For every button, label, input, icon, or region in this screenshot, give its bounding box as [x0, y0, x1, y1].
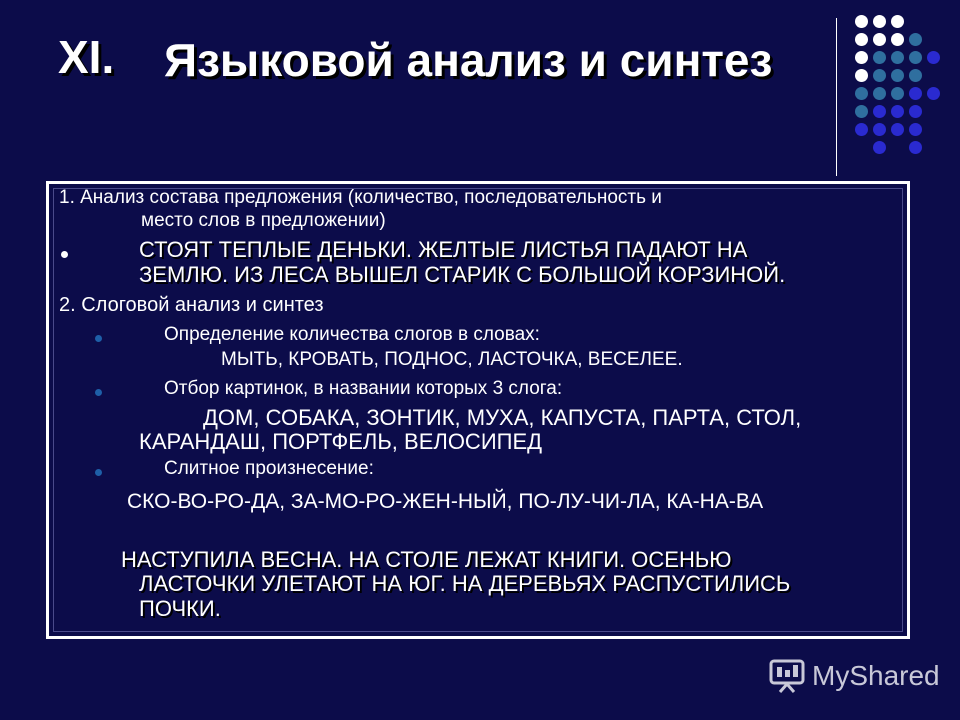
dot — [909, 51, 922, 64]
dot — [891, 15, 904, 28]
dot — [909, 123, 922, 136]
section2-item3-words: СКО-ВО-РО-ДА, ЗА-МО-РО-ЖЕН-НЫЙ, ПО-ЛУ-ЧИ-ЛА, КА-НА-ВА — [127, 490, 764, 513]
section1-example-line2: ЗЕМЛЮ. ИЗ ЛЕСА ВЫШЕЛ СТАРИК С БОЛЬШОЙ КОРЗИНОЙ. — [139, 262, 786, 287]
section2-item1-words: МЫТЬ, КРОВАТЬ, ПОДНОС, ЛАСТОЧКА, ВЕСЕЛЕЕ. — [221, 349, 683, 370]
section2-item2-label: Отбор картинок, в названии которых 3 слога: — [164, 378, 563, 399]
slide-number: XI. — [58, 31, 115, 83]
dot — [873, 87, 886, 100]
dot — [909, 69, 922, 82]
dot — [909, 141, 922, 154]
section2-sentence-line2: ЛАСТОЧКИ УЛЕТАЮТ НА ЮГ. НА ДЕРЕВЬЯХ РАСПУСТИЛИСЬ — [139, 571, 791, 596]
dot — [891, 33, 904, 46]
section2-heading: 2. Слоговой анализ и синтез — [59, 294, 324, 316]
dot — [873, 141, 886, 154]
dot — [855, 123, 868, 136]
dot — [891, 69, 904, 82]
dot — [891, 51, 904, 64]
section2-sentence-line3: ПОЧКИ. — [139, 596, 221, 621]
section1-heading-line2: место слов в предложении) — [141, 210, 386, 231]
dot — [873, 105, 886, 118]
dot — [855, 15, 868, 28]
slide-title: Языковой анализ и синтез — [164, 34, 773, 86]
bullet-icon — [95, 469, 102, 476]
section2-item1-label: Определение количества слогов в словах: — [164, 324, 540, 345]
dot — [891, 105, 904, 118]
dot — [891, 123, 904, 136]
dot — [855, 33, 868, 46]
dot — [873, 15, 886, 28]
bullet-icon — [61, 251, 68, 258]
dot — [891, 87, 904, 100]
dot — [855, 87, 868, 100]
myshared-logo-icon — [768, 658, 806, 694]
watermark — [768, 656, 940, 696]
dot — [873, 69, 886, 82]
section2-item3-label: Слитное произнесение: — [164, 458, 374, 479]
dot — [927, 51, 940, 64]
dot — [909, 105, 922, 118]
section2-item2-words-line1: ДОМ, СОБАКА, ЗОНТИК, МУХА, КАПУСТА, ПАРТА, СТОЛ, — [203, 405, 802, 430]
bullet-icon — [95, 335, 102, 342]
dot — [855, 69, 868, 82]
dot — [855, 51, 868, 64]
dot — [909, 33, 922, 46]
dot — [909, 87, 922, 100]
dot — [873, 51, 886, 64]
watermark-text: MyShared — [812, 660, 940, 691]
section2-sentence-line1: НАСТУПИЛА ВЕСНА. НА СТОЛЕ ЛЕЖАТ КНИГИ. ОСЕНЬЮ — [121, 547, 732, 572]
bullet-icon — [95, 389, 102, 396]
dot — [855, 105, 868, 118]
dot — [873, 33, 886, 46]
section2-item2-words-line2: КАРАНДАШ, ПОРТФЕЛЬ, ВЕЛОСИПЕД — [139, 429, 543, 454]
section1-example-line1: СТОЯТ ТЕПЛЫЕ ДЕНЬКИ. ЖЕЛТЫЕ ЛИСТЬЯ ПАДАЮТ НА — [139, 237, 748, 262]
decorative-divider — [836, 18, 837, 176]
dot — [927, 87, 940, 100]
dot — [873, 123, 886, 136]
section1-heading-line1: 1. Анализ состава предложения (количество, последовательность и — [59, 187, 662, 208]
